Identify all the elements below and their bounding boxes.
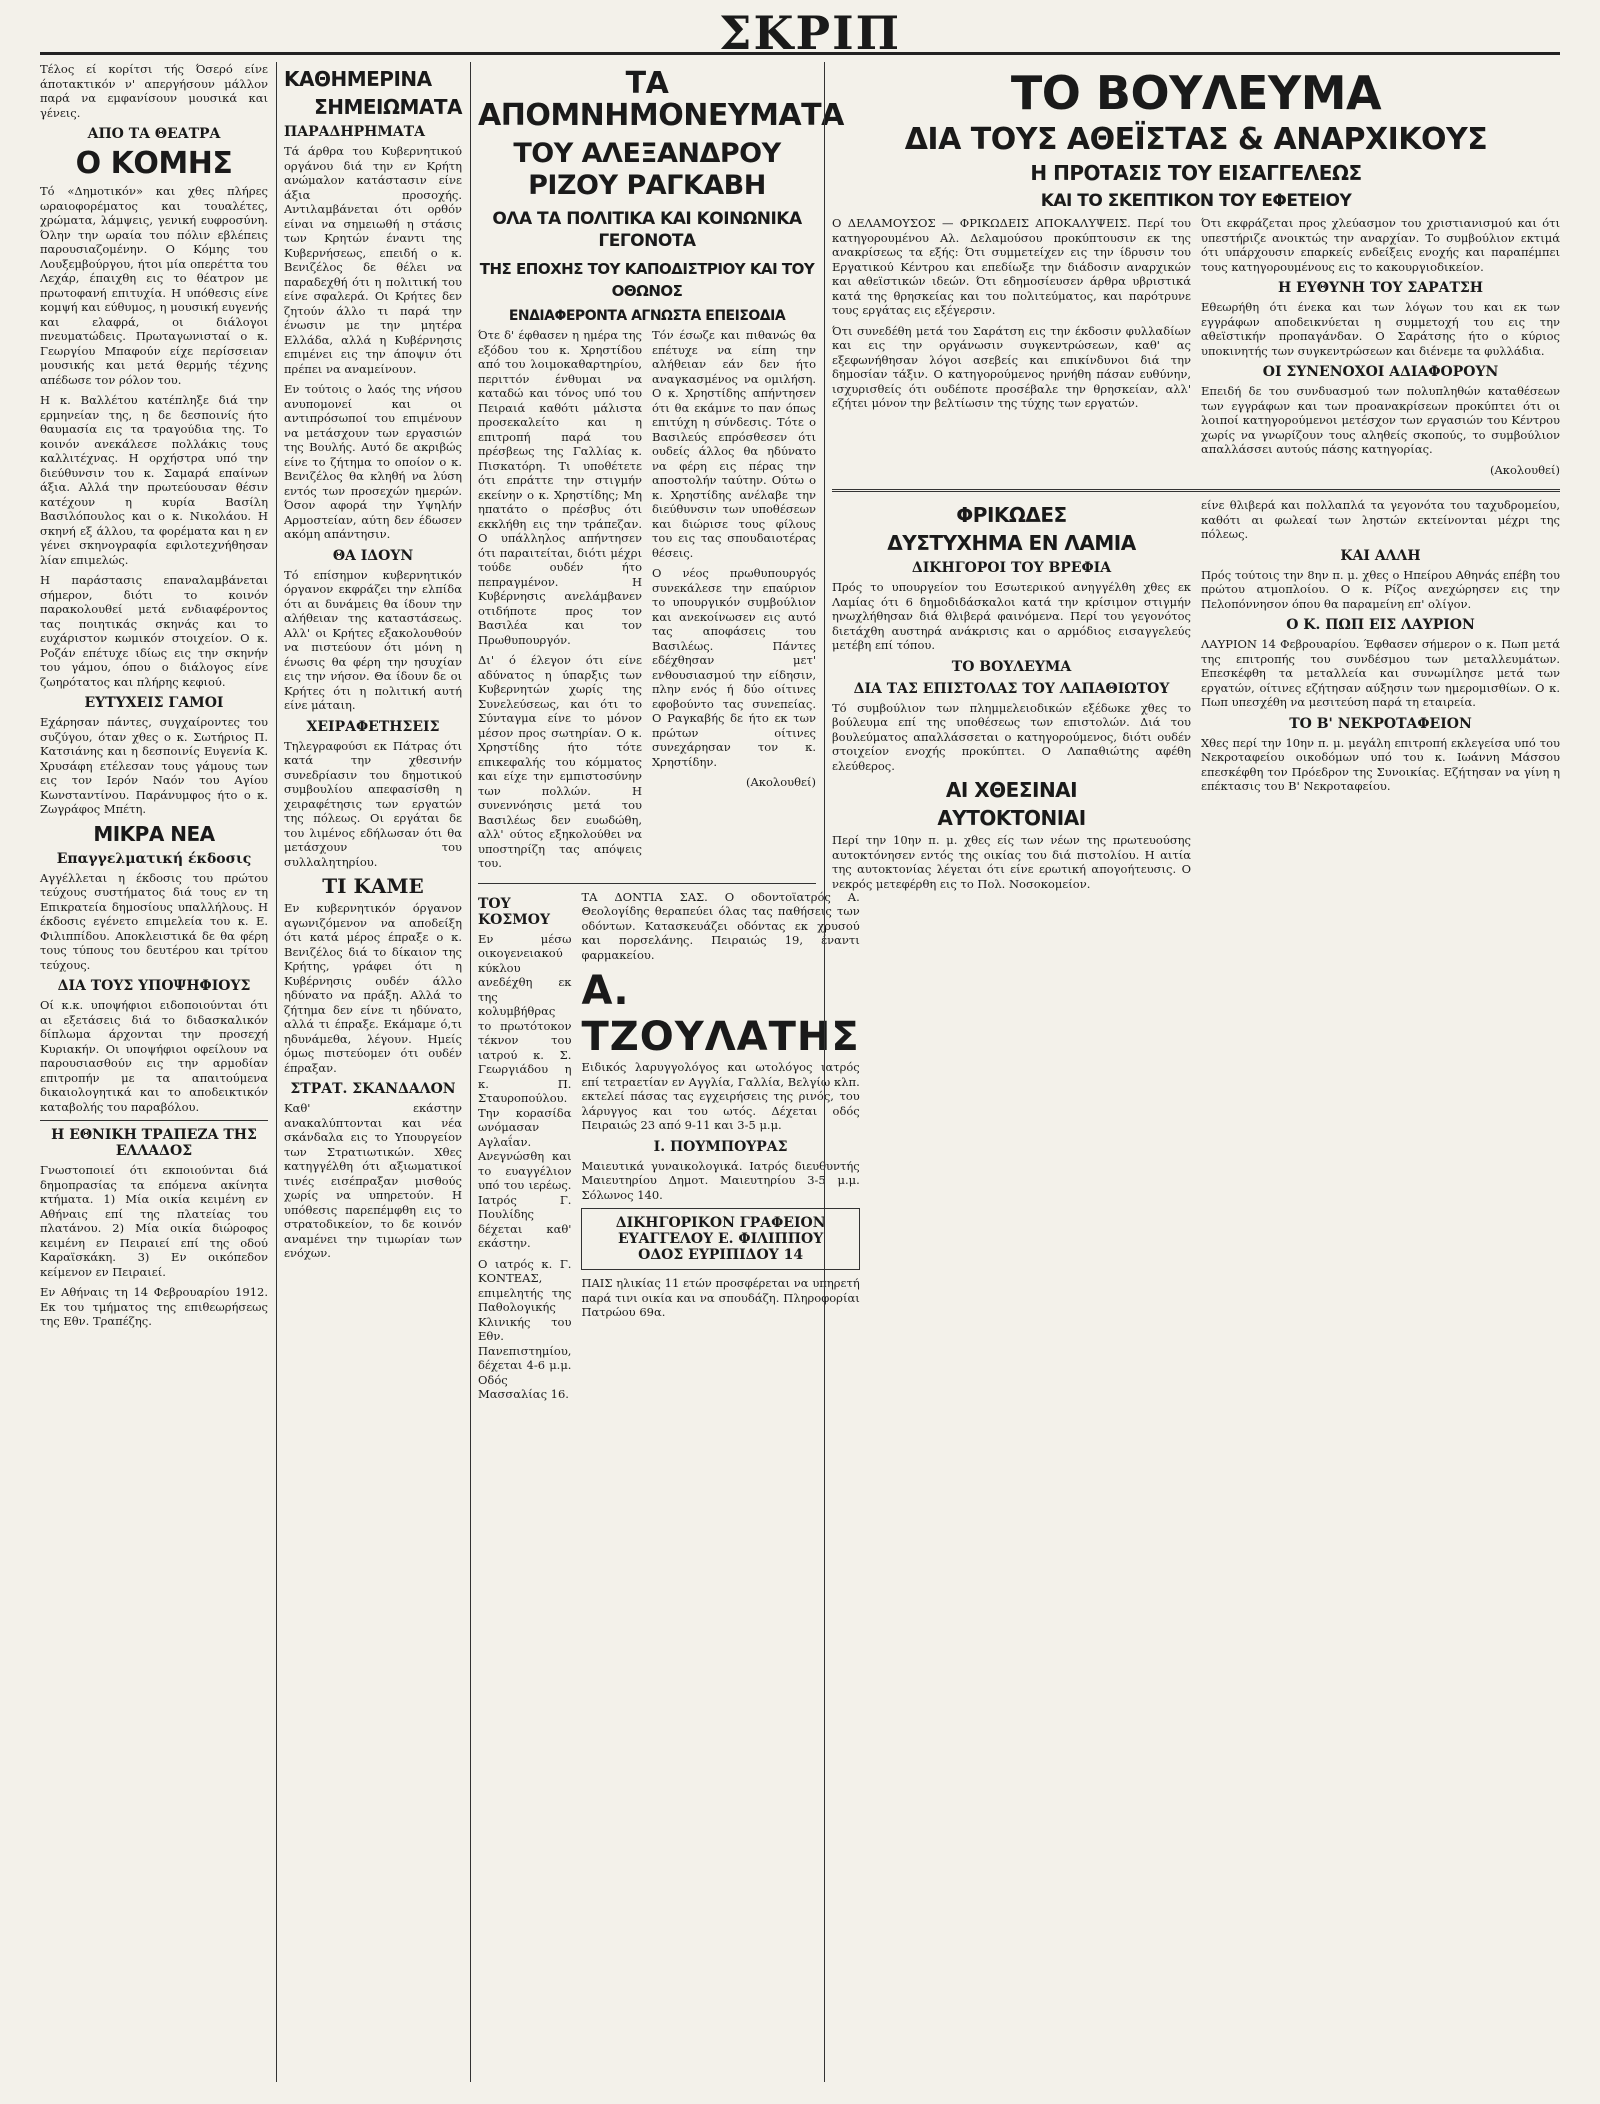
memoirs-continued: (Ακολουθεί) <box>746 775 816 789</box>
right-intro: είνε θλιβερά και πολλαπλά τα γεγονότα του ταχυδρομείου, καθότι αι φωλεαί των ληστών εκτείνονται μέχρι της πόλεως. <box>1201 498 1560 541</box>
daily-notes-body-1: Τά άρθρα του Κυβερνητικού οργάνου διά την εν Κρήτη ανώμαλον κατάστασιν είνε άξια προσοχής. Αντιλαμβάνεται ότι ορθόν είναι να σημειωθή η στάσις των Κρητών έναντι της Κυβερνήσεως, επειδή ο κ. Βενιζέλος δε θέλει να παραδεχθή ότι η πολιτική του είνε σφαλερά. Οι Κρήτες δεν ζητούν άλλο τι παρά την ένωσιν με την μητέρα Ελλάδα, αλλά η Κυβέρνησις επιμένει εις την άποψιν ότι πρέπει να αναμείνουν. <box>284 144 462 376</box>
pouboura-ad-title: Ι. ΠΟΥΜΠΟΥΡΑΣ <box>653 1138 788 1155</box>
intro-text: Τέλος εί κορίτσι τής Όσερό είνε άποτακτικόν ν' απεργήσουν μάλλον παρά να εμφανίσουν μουσικά και γένεις. <box>40 62 268 120</box>
law-office-title: ΔΙΚΗΓΟΡΙΚΟΝ ΓΡΑΦΕΙΟΝ <box>615 1215 826 1231</box>
memoirs-headline-1: ΤΑ ΑΠΟΜΝΗΜΟΝΕΥΜΑΤΑ <box>478 66 844 133</box>
divider <box>40 1120 268 1121</box>
memoirs-headline-2: ΤΟΥ ΑΛΕΞΑΝΔΡΟΥ ΡΙΖΟΥ ΡΑΓΚΑΒΗ <box>513 138 781 201</box>
bank-body: Γνωστοποιεί ότι εκποιούνται διά δημοπρασίας τα επόμενα ακίνητα κτήματα. 1) Μία οικία κειμένη εν Αθήναις επί της πλατείας του πλατάνου. 2) Μία οικία διώροφος κειμένη εν Πειραιεί επί της οδού Καραϊσκάκη. 3) Εν οικόπεδον κείμενον εν Πειραιεί. <box>40 1163 268 1279</box>
daily-notes-title-2: ΣΗΜΕΙΩΜΑΤΑ <box>314 95 462 119</box>
newspaper-title: ΣΚΡΙΠ <box>718 6 902 60</box>
column-1 <box>40 62 268 2082</box>
theatre-kicker: ΑΠΟ ΤΑ ΘΕΑΤΡΑ <box>87 126 221 142</box>
what-he-did-title: ΤΙ ΚΑΜΕ <box>322 874 424 898</box>
column-rule <box>824 62 825 2082</box>
society-body: Εν μέσω οικογενειακού κύκλου ανεδέχθη εκ της κολυμβήθρας το πρωτότοκον τέκνον του ιατρού κ. Σ. Γεωργιάδου η κ. Π. Σταυροπούλου. Την κορασίδα ωνόμασαν Αγλαΐαν. Ανεγνώσθη και το ευαγγέλιον υπό του ιερέως. Ιατρός Γ. Πουλίδης δέχεται καθ' εκάστην. <box>478 931 572 1250</box>
weddings-title: ΕΥΤΥΧΕΙΣ ΓΑΜΟΙ <box>84 695 224 711</box>
law-office-ad <box>581 1208 859 1270</box>
accomplices-body: Επειδή δε του συνδυασμού των πολυπληθών καταθέσεων των εγγράφων και των προανακρίσεων προκύπτει ότι οι λοιποί κατηγορούμενοι μετέσχον των εργασιών του Κέντρου χωρίς να γνωρίζουν τους αληθείς σκοπούς, το συμβούλιον απαλλάσσει αυτούς πάσης κατηγορίας. <box>1201 384 1560 456</box>
verdict-body-left: Ο ΔΕΛΑΜΟΥΣΟΣ — ΦΡΙΚΩΔΕΙΣ ΑΠΟΚΑΛΥΨΕΙΣ. Περί του κατηγορουμένου Αλ. Δελαμούσου προκύπτουσιν εκ της ανακρίσεως τα εξής: Ότι συμμετείχεν εις την ίδρυσιν του Εργατικού Κέντρου και επεδίωξε την διάδοσιν αναρχικών και αθεϊστικών ιδεών. Ότι εδημοσίευσεν άρθρα υβριστικά κατά της θρησκείας και του πολιτεύματος, και παρότρυνε τους εργάτας εις εξέγερσιν. <box>832 216 1191 317</box>
accomplices-title: ΟΙ ΣΥΝΕΝΟΧΟΙ ΑΔΙΑΦΟΡΟΥΝ <box>1262 364 1499 380</box>
boy-ad: ΠΑΙΣ ηλικίας 11 ετών προσφέρεται να υπηρετή παρά τινι οικία και να σπουδάζη. Πληροφορίαι Πατρώου 69α. <box>581 1276 860 1319</box>
law-office-name: ΕΥΑΓΓΕΛΟΥ Ε. ΦΙΛΙΠΠΟΥ <box>617 1231 824 1247</box>
memoirs-subhead-3: ΕΝΔΙΑΦΕΡΟΝΤΑ ΑΓΝΩΣΤΑ ΕΠΕΙΣΟΔΙΑ <box>508 308 786 324</box>
verdict-headline-4: ΚΑΙ ΤΟ ΣΚΕΠΤΙΚΟΝ ΤΟΥ ΕΦΕΤΕΙΟΥ <box>1040 191 1352 211</box>
suicides-title-2: ΑΥΤΟΚΤΟΝΙΑΙ <box>937 806 1086 830</box>
weddings-body: Εχάρησαν πάντες, συγχαίροντες του συζύγου, όταν χθες ο κ. Σωτήριος Π. Κατσιάνης και η δεσποινίς Ευγενία Κ. Χρυσάφη ετέλεσαν τους γάμους των εις τον Ιερόν Ναόν του Αγίου Κωνσταντίνου. Παράνυμφος ήτο ο κ. Ζωγράφος Μπέτη. <box>40 715 268 816</box>
memoirs-body-right: Τόν έσωζε και πιθανώς θα επέτυχε να είπη την αλήθειαν εάν δεν ήτο αναγκασμένος να ομιλήση. Ο κ. Χρηστίδης απήντησεν ότι θα εκάμνε το παν όπως επιτύχη η σύνδεσις. Τότε ο Βασιλεύς επρόσθεσεν ότι ουδείς άλλος θα ηδύνατο να φέρη εις πέρας την αποστολήν ταύτην. Ούτω ο κ. Χρηστίδης ανέλαβε την διεύθυνσιν των υποθέσεων και διώρισε τους φίλους του εις τας σπουδαιοτέρας θέσεις. <box>652 328 816 560</box>
lavrio-title: Ο Κ. ΠΩΠ ΕΙΣ ΛΑΥΡΙΟΝ <box>1286 617 1475 633</box>
emancipations-body: Τηλεγραφούσι εκ Πάτρας ότι κατά την χθεσινήν συνεδρίασιν του δημοτικού συμβουλίου απεφασίσθη η χειραφέτησις των εργατών της πόλεως. Οι εργάται δε του λιμένος εδήλωσαν ότι θα μετάσχουν του συλλαλητηρίου. <box>284 738 462 869</box>
memoirs-body-left-2: Δι' ό έλεγον ότι είνε αδύνατος η ύπαρξις των Κυβερνητών χωρίς της Συνελεύσεως, και ότι το Σύνταγμα είνε το μόνον μέσον προς σωτηρίαν. Ο κ. Χρηστίδης ήτο τότε επικεφαλής του κόμματος και είχε την εμπιστοσύνην των πολλών. Η συνεννόησις μετά του Βασιλέως δεν ευωδώθη, αλλ' ούτος εξηκολούθει να υποστηρίζη τας απόψεις του. <box>478 653 642 870</box>
verdict-body-left-2: Ότι συνεδέθη μετά του Σαράτση εις την έκδοσιν φυλλαδίων και εις την οργάνωσιν συγκεντρώσεων, καθ' ας εξεφωνήθησαν λόγοι ασεβείς και επικίνδυνοι διά την δημοσίαν τάξιν. Ο κατηγορούμενος ηρνήθη πάσαν ευθύνην, ισχυρισθείς ότι ουδέποτε προσέβαλε την θρησκείαν, αλλ' εζήτει μόνον την βελτίωσιν της τύχης των εργατών. <box>832 323 1191 410</box>
daily-notes-body-2: Εν τούτοις ο λαός της νήσου ανυπομονεί και οι αντιπρόσωποί του επιμένουν να μετάσχουν των εργασιών της Βουλής. Αυτό δε ακριβώς είνε το ζήτημα το οποίον ο κ. Βενιζέλος θα κληθή να λύση εντός των προσεχών ημερών. Όσον αφορά την Υψηλήν Αρμοστείαν, αύτη δεν έδωσεν ακόμη απάντησιν. <box>284 382 462 541</box>
memoirs-body-right-2: Ο νέος πρωθυπουργός συνεκάλεσε την επαύριον το υπουργικόν συμβούλιον και ανεκοίνωσεν εις αυτό τας αποφάσεις του Βασιλέως. Πάντες εδέχθησαν μετ' ενθουσιασμού την είδησιν, πλην ενός ή δύο οίτινες εφοβούντο τας συνεπείας. Ο Ραγκαβής δε ήτο εκ των πρώτων οίτινες συνεχάρησαν τον κ. Χρηστίδην. <box>652 566 816 769</box>
lower-block <box>478 889 860 1408</box>
short-news-subtitle: Επαγγελματική έκδοσις <box>56 850 252 867</box>
lower-block <box>832 498 1560 897</box>
lamia-subtitle: ΔΙΚΗΓΟΡΟΙ ΤΟΥ ΒΡΕΦΙΑ <box>911 560 1112 576</box>
column-3 <box>478 62 860 2082</box>
lamia-title-2: ΔΥΣΤΥΧΗΜΑ ΕΝ ΛΑΜΙΑ <box>887 531 1136 555</box>
masthead <box>40 0 1560 70</box>
verdict2-body: Τό συμβούλιον των πλημμελειοδικών εξέδωκε χθες το βούλευμα επί της υποθέσεως των επιστολών. Διά του βουλεύματος απαλλάσσεται ο κατηγορούμενος, διότι ουδέν στοιχείον ενοχής προκύπτει. Ο Λαπαθιώτης αφέθη ελεύθερος. <box>832 700 1191 773</box>
tzoulatis-ad-body: Ειδικός λαρυγγολόγος και ωτολόγος ιατρός επί τετραετίαν εν Αγγλία, Γαλλία, Βελγίω κλπ. εκτελεί πάσας τας εγχειρήσεις της ρινός, του λάρυγγος και του ωτός. Δέχεται οδός Πειραιώς 23 από 9-11 και 3-5 μ.μ. <box>581 1060 860 1132</box>
and-another-body: Πρός τούτοις την 8ην π. μ. χθες ο Ηπείρου Αθηνάς επέβη του πρώτου ατμοπλοίου. Ο κ. Ρίζος ανεχώρησεν εις την Πελοπόννησον όπου θα παραμείνη επ' ολίγον. <box>1201 567 1560 611</box>
column-4 <box>832 62 1560 2082</box>
lavrio-body: ΛΑΥΡΙΟΝ 14 Φεβρουαρίου. Έφθασεν σήμερον ο κ. Πωπ μετά της επιτροπής του συνδέσμου των μεταλλευμάτων. Επεσκέφθη τα μεταλλεία και συνωμίλησε μετά των εργατών, οίτινες εζήτησαν αύξησιν των ημερομισθίων. Ο κ. Πωπ υπεσχέθη να μεσιτεύση παρά τη εταιρεία. <box>1201 637 1560 709</box>
will-see-body: Τό επίσημον κυβερνητικόν όργανον εκφράζει την ελπίδα ότι αι δυνάμεις θα ίδουν την αλήθειαν της καταστάσεως. Αλλ' οι Κρήτες εξακολουθούν να πιστεύουν ότι μόνη η ένωσις θα φέρη την ησυχίαν εις την νήσον. Θα ίδουν δε οι Κρήτες ότι η πολιτική αυτή είνε μάταιη. <box>284 567 462 712</box>
konteas-ad: Ο ιατρός κ. Γ. ΚΟΝΤΕΑΣ, επιμελητής της Παθολογικής Κλινικής του Εθν. Πανεπιστημίου, δέχεται 4-6 μ.μ. Οδός Μασσαλίας 16. <box>478 1256 572 1401</box>
and-another-title: ΚΑΙ ΑΛΛΗ <box>1340 547 1421 564</box>
tzoulatis-ad-name: Α. ΤΖΟΥΛΑΤΗΣ <box>581 968 860 1060</box>
short-news-body: Αγγέλλεται η έκδοσις του πρώτου τεύχους συστήματος διά τους εν τη Επικρατεία δημοσίους υπαλλήλους. Η έκδοσις εγένετο επιμελεία του κ. Ε. Φιλιππίδου. Αποκλειστικά δε θα φέρη τους τύπους του δευτέρου και τρίτου τεύχους. <box>40 870 268 972</box>
will-see-title: ΘΑ ΙΔΟΥΝ <box>332 547 414 564</box>
law-office-address: ΟΔΟΣ ΕΥΡΙΠΙΔΟΥ 14 <box>638 1247 804 1263</box>
theatre-title: Ο ΚΟΜΗΣ <box>75 146 233 181</box>
emancipations-title: ΧΕΙΡΑΦΕΤΗΣΕΙΣ <box>306 718 440 735</box>
short-news-title: ΜΙΚΡΑ ΝΕΑ <box>93 821 215 846</box>
verdict-body <box>832 216 1560 483</box>
verdict2-subtitle: ΔΙΑ ΤΑΣ ΕΠΙΣΤΟΛΑΣ ΤΟΥ ΛΑΠΑΘΙΩΤΟΥ <box>853 680 1170 697</box>
memoirs-body <box>478 328 816 877</box>
daily-notes-subtitle: ΠΑΡΑΔΗΡΗΜΑΤΑ <box>284 124 425 140</box>
cemetery-title: ΤΟ Β' ΝΕΚΡΟΤΑΦΕΙΟΝ <box>1289 715 1472 732</box>
society-title: ΤΟΥ ΚΟΣΜΟΥ <box>478 895 550 928</box>
suicides-body: Περί την 10ην π. μ. χθες είς των νέων της πρωτευούσης αυτοκτόνησεν εντός της οικίας του διά πιστολίου. Η αιτία της αυτοκτονίας λέγεται ότι είνε ερωτική απογοήτευσις. Ο νεκρός μετεφέρθη εις το Πολ. Νοσοκομείον. <box>832 833 1191 891</box>
masthead-rule <box>40 52 1560 55</box>
column-2 <box>284 62 462 2082</box>
verdict2-title: ΤΟ ΒΟΥΛΕΥΜΑ <box>951 658 1072 675</box>
military-scandal-body: Καθ' εκάστην ανακαλύπτονται και νέα σκάνδαλα εις το Υπουργείον των Στρατιωτικών. Χθες κατηγγέλθη ότι αξιωματικοί τινές εισέπραξαν μισθούς χωρίς να υπηρετούν. Η υπόθεσις παρεπέμφθη εις το στρατοδικείον, το δε κοινόν αναμένει την τιμωρίαν των ενόχων. <box>284 1101 462 1260</box>
suicides-title-1: ΑΙ ΧΘΕΣΙΝΑΙ <box>945 778 1078 802</box>
verdict-body-right: Ότι εκφράζεται προς χλεύασμον του χριστιανισμού και ότι υπεστήριζε ανοικτώς την αναρχίαν. Το συμβούλιον εκτιμά ότι υπάρχουσιν επαρκείς ενδείξεις ενοχής και παραπέμπει τους κατηγορουμένους εις το κακουργιοδικείον. <box>1201 216 1560 274</box>
military-scandal-title: ΣΤΡΑΤ. ΣΚΑΝΔΑΛΟΝ <box>290 1081 456 1097</box>
what-he-did-body: Εν κυβερνητικόν όργανον αγωνιζόμενον να αποδείξη ότι κατά μέρος έπραξε ο κ. Βενιζέλος διά το δίκαιον της Κρήτης, γράφει ότι η Κυβέρνησις ουδέν άλλο ηδύνατο να πράξη. Αλλά το ζήτημα δεν είνε τι ηδύνατο, αλλά τι έπραξε. Εκάμαμε ό,τι ηδυνάμεθα, λέγουν. Ημείς όμως πιστεύομεν ότι ουδέν έπραξαν. <box>284 901 462 1075</box>
candidates-title: ΔΙΑ ΤΟΥΣ ΥΠΟΨΗΦΙΟΥΣ <box>57 978 251 994</box>
verdict-headline-3: Η ΠΡΟΤΑΣΙΣ ΤΟΥ ΕΙΣΑΓΓΕΛΕΩΣ <box>1030 161 1362 185</box>
memoirs-subhead-2: ΤΗΣ ΕΠΟΧΗΣ ΤΟΥ ΚΑΠΟΔΙΣΤΡΙΟΥ ΚΑΙ ΤΟΥ ΟΘΩΝΟΣ <box>479 260 815 300</box>
divider <box>478 883 816 884</box>
lamia-body: Πρός το υπουργείον του Εσωτερικού ανηγγέλθη χθες εκ Λαμίας ότι 6 δημοδιδάσκαλοι κατά την κρίσιμον στιγμήν ηνωχλήθησαν διά θλιβερά φαινόμενα. Περί του γεγονότος διετάχθη αυστηρά ανάκρισις και ο αρμόδιος εισαγγελεύς μετέβη επί τόπου. <box>832 580 1191 652</box>
cemetery-body: Χθες περί την 10ην π. μ. μεγάλη επιτροπή εκλεγείσα υπό του Νεκροταφείου οικοδόμων υπό του κ. Ιωάννη Μάσσου επεσκέφθη τον Πρόεδρον της Συνοικίας. Εζήτησαν να γίνη η επέκτασις του Β' Νεκροταφείου. <box>1201 735 1560 793</box>
verdict-continued: (Ακολουθεί) <box>1490 462 1560 477</box>
dentist-ad: ΤΑ ΔΟΝΤΙΑ ΣΑΣ. Ο οδοντοϊατρός Α. Θεολογίδης θεραπεύει όλας τας παθήσεις των οδόντων. Κατασκευάζει οδόντας εκ χρυσού και πορσελάνης. Πειραιώς 19, έναντι φαρμακείου. <box>581 889 860 962</box>
verdict-headline-2: ΔΙΑ ΤΟΥΣ ΑΘΕΪΣΤΑΣ & ΑΝΑΡΧΙΚΟΥΣ <box>904 122 1488 157</box>
theatre-body-2: Η κ. Βαλλέτου κατέπληξε διά την ερμηνείαν της, η δε δεσποινίς ήτο θαυμασία εις τα τραγούδια της. Το κοινόν ανεκάλεσε πολλάκις τους καλλιτέχνας. Η ορχήστρα υπό την διεύθυνσιν του κ. Σαμαρά επαίνων άξια. Αλλά την πρωτεύουσαν θέσιν κατέχουν η κυρία Βασίλη Βασιλόπουλος και ο κ. Νικολάου. Η σκηνή εξ άλλου, τα φορέματα και η εν γένει σκηνογραφία εφιλοτεχνήθησαν λίαν επιμελώς. <box>40 393 268 567</box>
divider <box>832 489 1560 492</box>
memoirs-subhead-1: ΟΛΑ ΤΑ ΠΟΛΙΤΙΚΑ ΚΑΙ ΚΟΙΝΩΝΙΚΑ ΓΕΓΟΝΟΤΑ <box>492 209 802 251</box>
daily-notes-title-1: ΚΑΘΗΜΕΡΙΝΑ <box>284 67 432 91</box>
pouboura-ad-body: Μαιευτικά γυναικολογικά. Ιατρός διευθυντής Μαιευτηρίου Δημοτ. Μαιευτηρίου 3-5 μ.μ. Σόλωνος 140. <box>581 1158 860 1202</box>
theatre-body-1: Τό «Δημοτικόν» και χθες πλήρες ωραιοφορέματος και τουαλέτες, χρώματα, λάμψεις, γενική ευφροσύνη. Όλην την ωραία του πόλιν εβλέπεις παρουσιαζομένην. Ο Κόμης του Λουξεμβούργου, ήτοι μία οπερέττα του Λεχάρ, έπαιχθη εις το θέατρον με πρωτοφανή επιτυχία. Η υπόθεσις είνε κομψή και εύθυμος, η μουσική ευγενής και ελαφρά, οι διάλογοι πνευματώδεις. Πρωταγωνισταί ο κ. Γεωργίου Μπαφούν είχε περίσσειαν μουσικής και μετά θερμής τέχνης απέδωσε τον ρόλον του. <box>40 184 268 387</box>
column-rule <box>276 62 277 2082</box>
lamia-title-1: ΦΡΙΚΩΔΕΣ <box>956 503 1067 527</box>
candidates-body: Οί κ.κ. υποψήφιοι ειδοποιούνται ότι αι εξετάσεις διά το διδασκαλικόν δίπλωμα άρχονται την προσεχή Κυριακήν. Οι υποψήφιοι οφείλουν να παρουσιασθούν εις την αρμοδίαν επιτροπήν με τα απαιτούμενα δικαιολογητικά και το αποδεικτικόν καταβολής του παραβόλου. <box>40 998 268 1114</box>
column-rule <box>470 62 471 2082</box>
memoirs-body-left: Ότε δ' έφθασεν η ημέρα της εξόδου του κ. Χρηστίδου από του λοιμοκαθαρτηρίου, περιττόν ένθυμαι να καταδώ και τόνος υπό του Πειραιά καθότι μάλιστα προσεκαλείτο και η επιτροπή παρά του πρέσβεως της Γαλλίας κ. Πισκατόρη. Τι υποθέτετε ότι επράττε την στιγμήν εκείνην ο κ. Χρηστίδης; Μη ηπατάτο ο πρέσβυς ότι εκκλήθη εις την τράπεζαν. Ο υπάλληλος απήντησεν ότι παραιτείται, διότι μέχρι τούδε ουδέν ήτο πεπραγμένον. Η Κυβέρνησις ανελάμβανεν οτιδήποτε προς τον Βασιλέα και τον Πρωθυπουργόν. <box>478 328 642 647</box>
bank-title: Η ΕΘΝΙΚΗ ΤΡΑΠΕΖΑ ΤΗΣ ΕΛΛΑΔΟΣ <box>51 1127 257 1159</box>
sarats-body: Εθεωρήθη ότι ένεκα και των λόγων του και εκ των εγγράφων αποδεικνύεται η συμμετοχή του εις την αθεϊστικήν προπαγάνδαν. Ο Σαράτσης ήτο ο κύριος υποκινητής των συγκεντρώσεων και διένεμε τα φυλλάδια. <box>1201 300 1560 358</box>
bank-footer: Εν Αθήναις τη 14 Φεβρουαρίου 1912. Εκ του τμήματος της επιθεωρήσεως της Εθν. Τραπέζης. <box>40 1285 268 1328</box>
sarats-title: Η ΕΥΘΥΝΗ ΤΟΥ ΣΑΡΑΤΣΗ <box>1277 280 1484 296</box>
theatre-body-3: Η παράστασις επαναλαμβάνεται σήμερον, διότι το κοινόν παρακολουθεί μετά ενδιαφέροντος τας ποιητικάς σκηνάς και το ευχάριστον κωμικόν στοιχείον. Ο κ. Ροζάν επέτυχε ιδίως εις την σκηνήν του γάμου, όπου ο διάλογος είνε ζωηρότατος και πλήρης κεφιού. <box>40 573 268 689</box>
verdict-headline-1: ΤΟ ΒΟΥΛΕΥΜΑ <box>1010 66 1382 120</box>
